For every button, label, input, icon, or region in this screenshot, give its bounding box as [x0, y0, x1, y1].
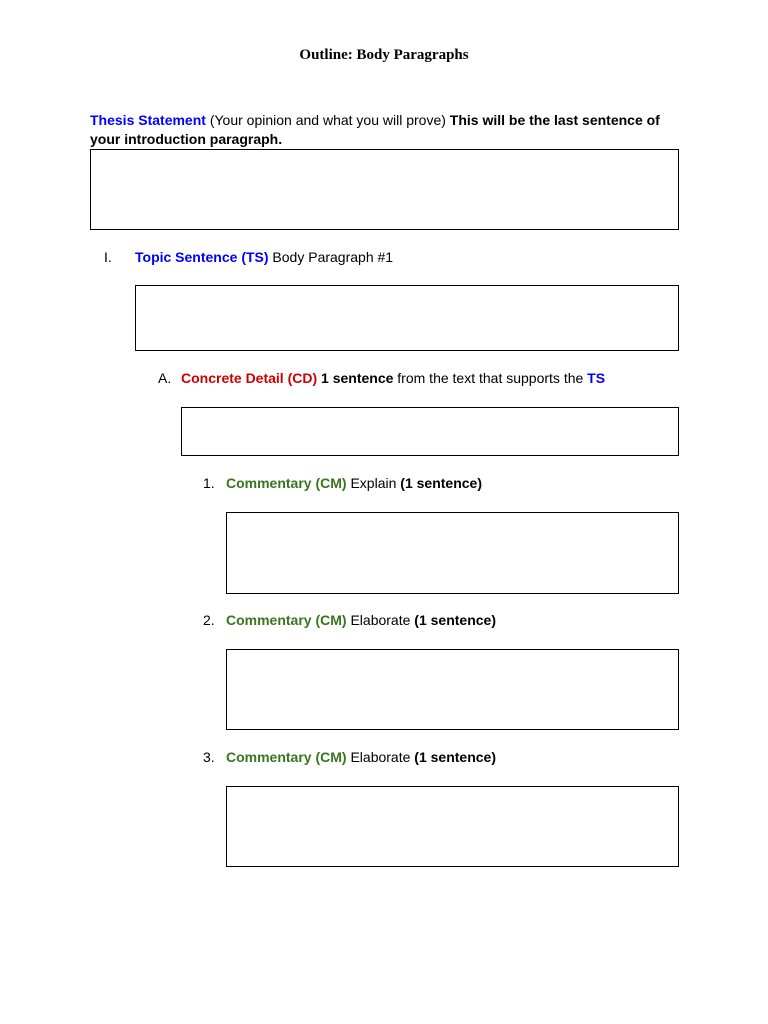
commentary-1-prompt — [226, 474, 482, 493]
commentary-1-description: Explain — [346, 475, 401, 491]
commentary-2-count: (1 sentence) — [414, 612, 496, 628]
topic-description: Body Paragraph #1 — [268, 249, 394, 265]
commentary-3-answer-box[interactable] — [226, 786, 679, 867]
topic-answer-box[interactable] — [135, 285, 679, 351]
commentary-1-marker: 1. — [203, 475, 215, 491]
detail-sentence-count: 1 sentence — [317, 370, 394, 386]
thesis-prompt-line1 — [90, 111, 660, 130]
commentary-3-marker: 3. — [203, 749, 215, 765]
commentary-2-marker: 2. — [203, 612, 215, 628]
commentary-2-label: Commentary (CM) — [226, 612, 347, 628]
page-title: Outline: Body Paragraphs — [299, 47, 469, 63]
topic-label: Topic Sentence (TS) — [135, 249, 269, 265]
commentary-1-answer-box[interactable] — [226, 512, 679, 594]
commentary-2-prompt — [226, 611, 496, 630]
detail-prompt — [181, 369, 605, 388]
commentary-3-prompt — [226, 748, 496, 767]
topic-prompt — [135, 248, 393, 267]
commentary-3-description: Elaborate — [346, 749, 415, 765]
detail-ts-ref: TS — [587, 370, 606, 386]
detail-answer-box[interactable] — [181, 407, 679, 456]
thesis-description: (Your opinion and what you will prove) — [205, 112, 450, 128]
detail-marker: A. — [158, 370, 172, 386]
thesis-label: Thesis Statement — [90, 112, 206, 128]
commentary-1-label: Commentary (CM) — [226, 475, 347, 491]
thesis-answer-box[interactable] — [90, 149, 679, 230]
commentary-2-description: Elaborate — [346, 612, 415, 628]
commentary-3-label: Commentary (CM) — [226, 749, 347, 765]
topic-marker: I. — [104, 249, 112, 265]
thesis-instruction-line1: This will be the last sentence of — [449, 112, 660, 128]
detail-label: Concrete Detail (CD) — [181, 370, 318, 386]
detail-description: from the text that supports the — [393, 370, 588, 386]
commentary-3-count: (1 sentence) — [414, 749, 496, 765]
commentary-1-count: (1 sentence) — [400, 475, 482, 491]
thesis-instruction-line2: your introduction paragraph. — [90, 131, 283, 147]
commentary-2-answer-box[interactable] — [226, 649, 679, 730]
